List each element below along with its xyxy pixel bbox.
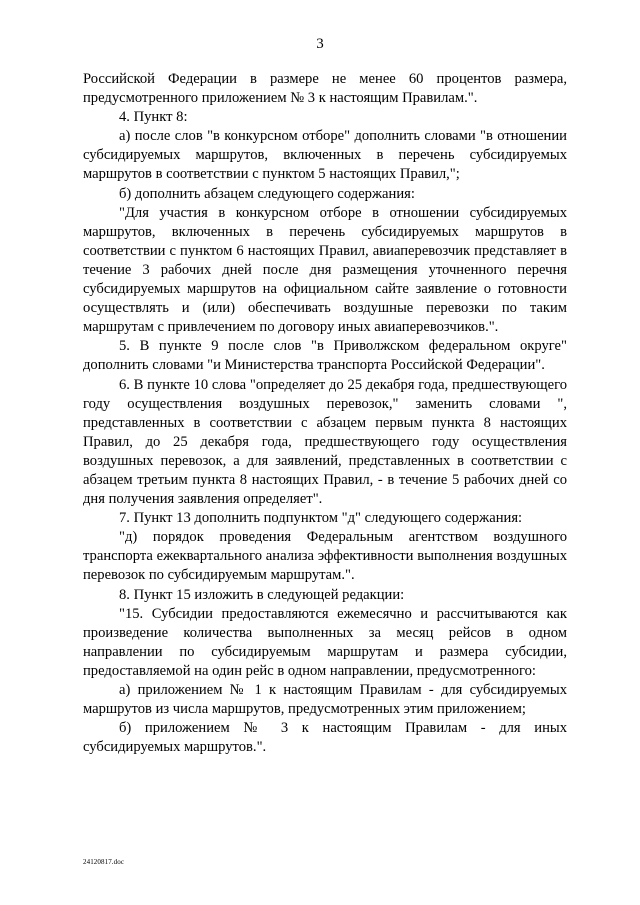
paragraph: 8. Пункт 15 изложить в следующей редакции: [119,586,405,603]
paragraph: "Для участия в конкурсном отборе в отношении субсидируемых маршрутов, включенных в перечень субсидируемых маршрутов в соответствии с пунктом 6 настоящих Правил, авиаперевозчик представляет в течение 3 рабочих дней после дня размещения уточненного перечня субсидируемых маршрутов на официальном сайте заявление о готовности осуществлять и (или) обеспечивать воздушные перевозки по таким маршрутам с привлечением по договору иных авиаперевозчиков.". [83,204,567,336]
paragraph: "15. Субсидии предоставляются ежемесячно и рассчитываются как произведение количества выполненных за месяц рейсов в одном направлении по субсидируемым маршрутам и размера субсидии, предоставляемой на один рейс в одном направлении, предусмотренного: [83,605,567,679]
paragraph: 6. В пункте 10 слова "определяет до 25 декабря года, предшествующего году осуществления воздушных перевозок," заменить словами ", представленных в соответствии с абзацем первым пункта 8 настоящих Правил, до 25 декабря года, предшествующего году осуществления воздушных перевозок, а для заявлений, представленных в соответствии с абзацем третьим пункта 8 настоящих Правил, - в течение 5 рабочих дней со дня получения заявления определяет". [83,376,567,508]
paragraph: Российской Федерации в размере не менее 60 процентов размера, предусмотренного приложением № 3 к настоящим Правилам.". [83,71,567,107]
document-body [83,70,567,757]
paragraph: а) после слов "в конкурсном отборе" дополнить словами "в отношении субсидируемых маршрутов, включенных в перечень субсидируемых маршрутов в соответствии с пунктом 5 настоящих Правил,"; [83,128,567,183]
paragraph: "д) порядок проведения Федеральным агентством воздушного транспорта ежеквартального анализа эффективности выполнения воздушных перевозок по субсидируемым маршрутам.". [83,529,567,584]
paragraph: 5. В пункте 9 после слов "в Приволжском федеральном округе" дополнить словами "и Министерства транспорта Российской Федерации". [83,338,567,374]
paragraph: 7. Пункт 13 дополнить подпунктом "д" следующего содержания: [119,510,523,527]
page-number: 3 [316,36,324,52]
paragraph: б) приложением № 3 к настоящим Правилам - для иных субсидируемых маршрутов.". [83,720,567,756]
footer-file-code: 24120817.doc [83,858,125,866]
paragraph: б) дополнить абзацем следующего содержания: [119,185,415,202]
paragraph: 4. Пункт 8: [119,109,188,126]
paragraph: а) приложением № 1 к настоящим Правилам - для субсидируемых маршрутов из числа маршрутов, предусмотренных этим приложением; [83,682,567,718]
